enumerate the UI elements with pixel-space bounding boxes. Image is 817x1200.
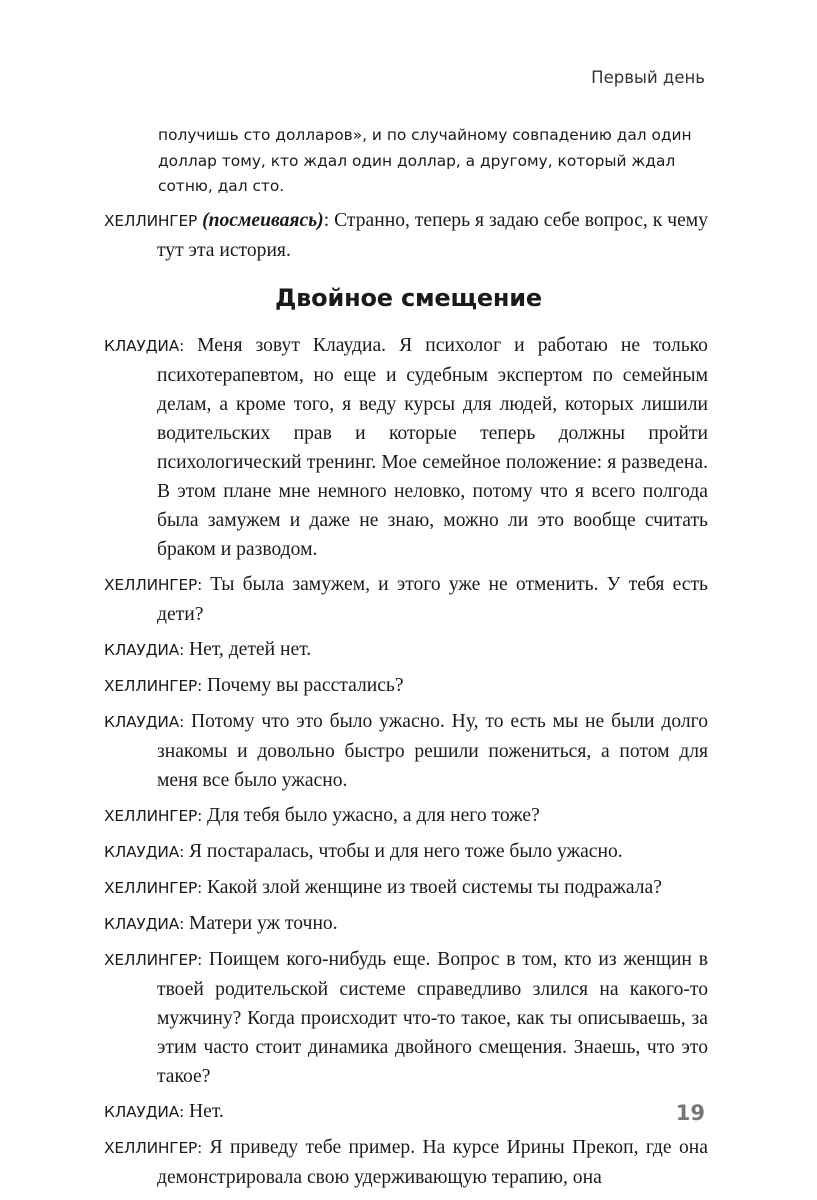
dialogue-text: Ты была замужем, и этого уже не отменить. У тебя есть дети?: [157, 574, 708, 625]
dialogue-entry: [104, 801, 708, 831]
speaker-name: КЛАУДИА:: [104, 843, 185, 861]
dialogue-text: Я приведу тебе пример. На курсе Ирины Прекоп, где она демонстрировала свою удерживающую терапию, она: [157, 1137, 708, 1188]
dialogue-entry: [104, 570, 708, 629]
dialogue-entry: [104, 945, 708, 1091]
dialogue-text: Поищем кого-нибудь еще. Вопрос в том, кто из женщин в твоей родительской системе справедливо злился на какого-то мужчину? Когда происходит что-то такое, как ты описываешь, за этим часто стоит динамика двойного смещения. Знаешь, что это такое?: [157, 949, 709, 1087]
speaker-name: КЛАУДИА:: [104, 337, 185, 355]
dialogue-entry: [104, 671, 708, 701]
dialogue-text: : Странно, теперь я задаю себе вопрос, к чему тут эта история.: [157, 210, 709, 261]
dialogue-text: Нет.: [188, 1101, 224, 1122]
dialogue-entry: [104, 707, 708, 795]
dialogue-text: Почему вы расстались?: [206, 675, 404, 696]
page-number: 19: [675, 1101, 705, 1125]
dialogue-entry: [104, 909, 708, 939]
speaker-name: КЛАУДИА:: [104, 713, 185, 731]
speaker-name: ХЕЛЛИНГЕР:: [104, 576, 203, 594]
dialogue-text: Какой злой женщине из твоей системы ты подражала?: [206, 877, 662, 898]
dialogue-entry: [104, 635, 708, 665]
speaker-name: ХЕЛЛИНГЕР:: [104, 951, 203, 969]
dialogue-entry: [104, 1133, 708, 1192]
intro-dialogue: [104, 206, 708, 271]
dialogue-entry: [104, 1097, 708, 1127]
dialogue-entry: [104, 206, 708, 265]
dialogue-text: Я постаралась, чтобы и для него тоже было ужасно.: [188, 841, 623, 862]
dialogue-entry: [104, 837, 708, 867]
dialogue-text: Потому что это было ужасно. Ну, то есть мы не были долго знакомы и довольно быстро решили пожениться, а потом для меня все было ужасно.: [157, 711, 708, 791]
stage-remark: (посмеиваясь): [202, 210, 324, 231]
speaker-name: КЛАУДИА:: [104, 915, 185, 933]
speaker-name: КЛАУДИА:: [104, 1103, 185, 1121]
speaker-name: КЛАУДИА:: [104, 641, 185, 659]
dialogue-text: Меня зовут Клаудиа. Я психолог и работаю не только психотерапевтом, но еще и судебным экспертом по семейным делам, а кроме того, я веду курсы для людей, которых лишили водительских прав и которые теперь должны пройти психологический тренинг. Мое семейное положение: я разведена. В этом плане мне немного неловко, потому что я всего полгода была замужем и даже не знаю, можно ли это вообще считать браком и разводом.: [157, 335, 708, 560]
section-heading: Двойное смещение: [275, 284, 542, 312]
speaker-name: ХЕЛЛИНГЕР: [104, 212, 198, 230]
running-head: Первый день: [591, 68, 705, 87]
dialogue-entry: [104, 331, 708, 564]
speaker-name: ХЕЛЛИНГЕР:: [104, 677, 203, 695]
dialogue-text: Нет, детей нет.: [188, 639, 312, 660]
speaker-name: ХЕЛЛИНГЕР:: [104, 807, 203, 825]
dialogue-list: [104, 331, 708, 1198]
speaker-name: ХЕЛЛИНГЕР:: [104, 1139, 203, 1157]
dialogue-text: Матери уж точно.: [188, 913, 338, 934]
dialogue-text: Для тебя было ужасно, а для него тоже?: [206, 805, 540, 826]
speaker-name: ХЕЛЛИНГЕР:: [104, 879, 203, 897]
quote-paragraph: получишь сто долларов», и по случайному совпадению дал один доллар тому, кто ждал один доллар, а другому, который ждал сотню, дал сто.: [158, 126, 692, 195]
dialogue-entry: [104, 873, 708, 903]
